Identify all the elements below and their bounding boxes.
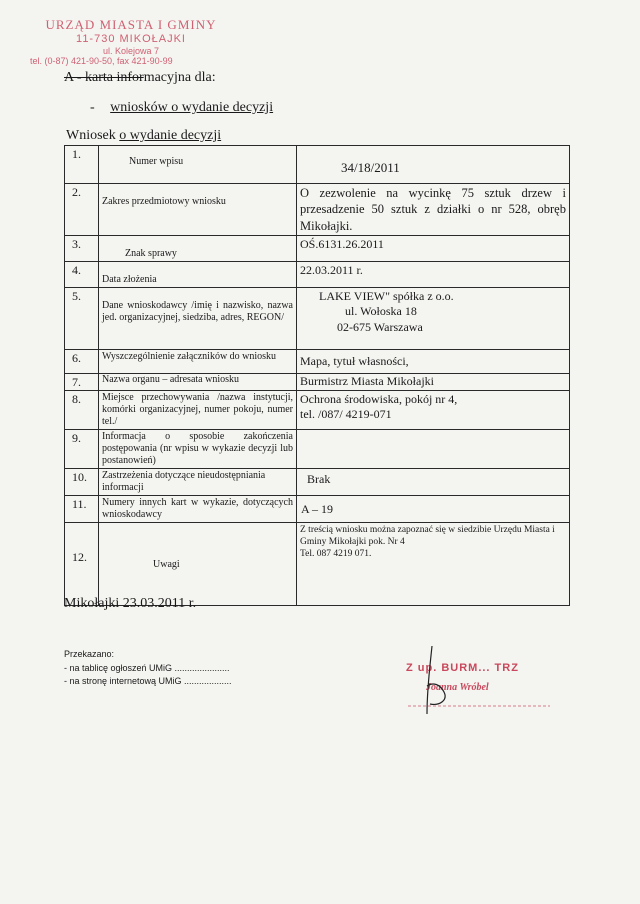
- row-label: Numer wpisu: [99, 146, 297, 184]
- applicant-street: ul. Wołoska 18: [345, 304, 417, 319]
- row-value: [297, 287, 570, 349]
- distribution-line-1: - na tablicę ogłoszeń UMiG ......................: [64, 662, 230, 673]
- row-label: Znak sprawy: [99, 235, 297, 261]
- handwritten-signature: [400, 636, 560, 716]
- heading-suffix: macyjna dla:: [143, 70, 216, 85]
- form-title-underlined: o wydanie decyzji: [119, 128, 222, 143]
- subitem-text: wniosków o wydanie decyzji: [110, 100, 274, 115]
- row-label: Nazwa organu – adresata wniosku: [99, 373, 297, 390]
- applicant-name: LAKE VIEW" spółka z o.o.: [319, 288, 454, 303]
- table-row: [65, 235, 570, 261]
- heading-prefix: A - karta infor: [64, 70, 144, 85]
- row-value: [297, 390, 570, 429]
- subitem: [90, 100, 273, 116]
- stamp-line-1: URZĄD MIASTA I GMINY: [45, 17, 217, 32]
- storage-phone: tel. /087/ 4219-071: [300, 407, 392, 422]
- storage-place: Ochrona środowiska, pokój nr 4,: [300, 391, 458, 406]
- distribution-block: [64, 648, 232, 689]
- row-label: Zakres przedmiotowy wniosku: [99, 184, 297, 236]
- form-title: [66, 128, 221, 144]
- row-value: 22.03.2011 r.: [297, 261, 570, 287]
- stamp-line-3: ul. Kolejowa 7: [102, 45, 160, 56]
- table-row: [65, 522, 570, 605]
- distribution-line-2: - na stronę internetową UMiG ...................: [64, 676, 232, 686]
- row-number: 1.: [65, 146, 99, 184]
- row-value: OŚ.6131.26.2011: [297, 235, 570, 261]
- row-label: Dane wnioskodawcy /imię i nazwisko, nazwa jed. organizacyjnej, siedziba, adres, REGON/: [99, 287, 297, 349]
- row-number: 11.: [65, 495, 99, 522]
- signature-stamp: [400, 636, 560, 716]
- row-label: Informacja o sposobie zakończenia postępowania (nr wpisu w wykazie decyzji lub postanowień): [99, 429, 297, 468]
- row-value: A – 19: [297, 495, 570, 522]
- row-label: Data złożenia: [99, 261, 297, 287]
- stamp-line-4: tel. (0-87) 421-90-50, fax 421-90-99: [30, 55, 173, 66]
- signature-zup: Z up. BURM... TRZ: [406, 662, 519, 674]
- applicant-city: 02-675 Warszawa: [337, 319, 423, 334]
- table-row: [65, 373, 570, 390]
- row-number: 12.: [65, 522, 99, 605]
- row-value: [297, 429, 570, 468]
- table-row: [65, 261, 570, 287]
- row-value: 34/18/2011: [297, 146, 570, 184]
- row-value: Burmistrz Miasta Mikołajki: [297, 373, 570, 390]
- subitem-dash: -: [90, 100, 95, 115]
- row-number: 9.: [65, 429, 99, 468]
- row-value: O zezwolenie na wycinkę 75 sztuk drzew i przesadzenie 50 sztuk z działki o nr 528, obręb Mikołajki.: [297, 184, 570, 236]
- table-row: [65, 390, 570, 429]
- row-number: 7.: [65, 373, 99, 390]
- przekazano-label: Przekazano:: [64, 649, 115, 659]
- table-row: [65, 468, 570, 495]
- table-row: [65, 429, 570, 468]
- row-number: 5.: [65, 287, 99, 349]
- stamp-line-2: 11-730 MIKOŁAJKI: [76, 32, 186, 45]
- office-stamp: [26, 18, 236, 66]
- row-number: 4.: [65, 261, 99, 287]
- row-label: Wyszczególnienie załączników do wniosku: [99, 349, 297, 373]
- row-value: Mapa, tytuł własności,: [297, 349, 570, 373]
- info-table: [64, 145, 570, 606]
- row-label: Zastrzeżenia dotyczące nieudostępniania informacji: [99, 468, 297, 495]
- signature-name: Joanna Wróbel: [426, 682, 489, 693]
- row-label: Miejsce przechowywania /nazwa instytucji, komórki organizacyjnej, numer pokoju, numer tel./: [99, 390, 297, 429]
- row-number: 6.: [65, 349, 99, 373]
- remarks-text: Z treścią wniosku można zapoznać się w siedzibie Urzędu Miasta i Gminy Mikołajki pok. Nr 4: [300, 524, 555, 548]
- row-value: Brak: [297, 468, 570, 495]
- row-value: [297, 522, 570, 605]
- table-row: [65, 184, 570, 236]
- row-number: 8.: [65, 390, 99, 429]
- row-number: 3.: [65, 235, 99, 261]
- table-row: [65, 349, 570, 373]
- card-heading: [64, 70, 216, 86]
- row-label: Numery innych kart w wykazie, dotyczących wnioskodawcy: [99, 495, 297, 522]
- document-date: Mikołajki 23.03.2011 r.: [64, 596, 197, 611]
- row-label: Uwagi: [99, 522, 297, 605]
- row-number: 2.: [65, 184, 99, 236]
- table-row: [65, 146, 570, 184]
- table-row: [65, 495, 570, 522]
- row-number: 10.: [65, 468, 99, 495]
- remarks-phone: Tel. 087 4219 071.: [300, 549, 372, 560]
- table-row: [65, 287, 570, 349]
- form-title-text: Wniosek: [66, 128, 120, 143]
